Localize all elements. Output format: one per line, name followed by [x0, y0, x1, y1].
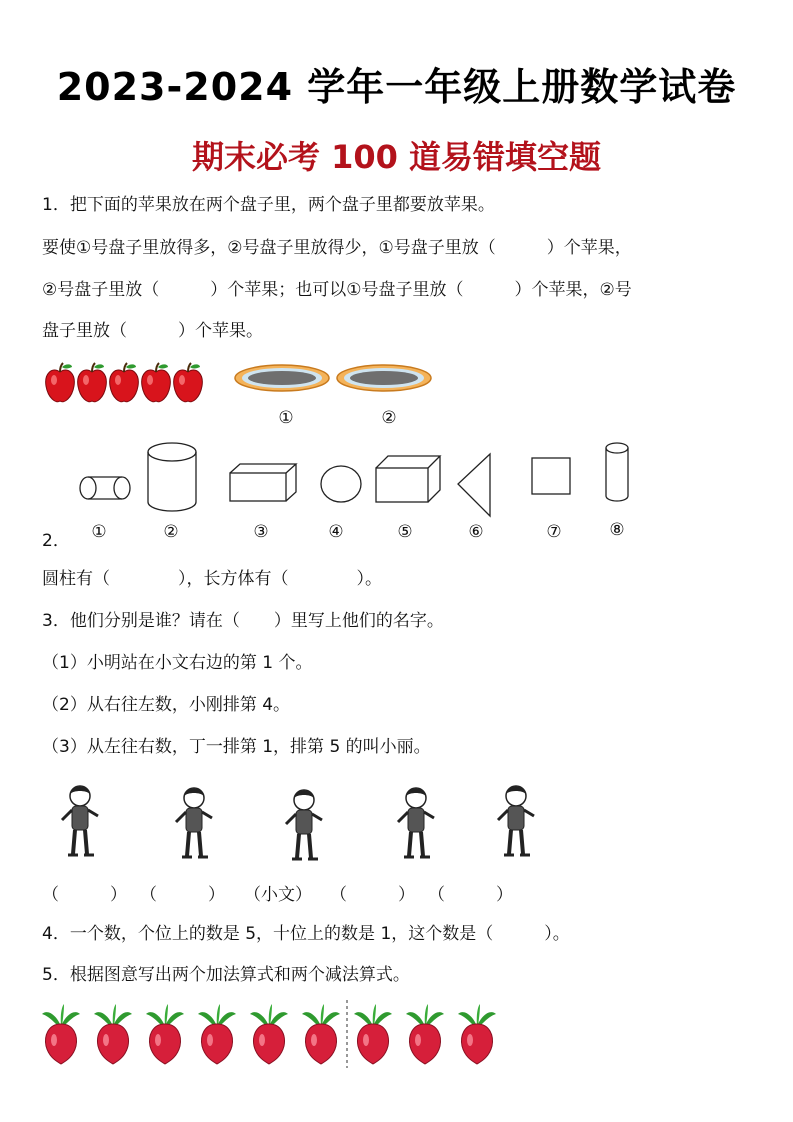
answer-blank-5[interactable]: （ ）: [428, 885, 513, 905]
shape-label-8: ⑧: [609, 520, 625, 540]
shapes-group: [70, 440, 650, 550]
radish-icon: [146, 1004, 184, 1064]
q3-clue2: （2）从右往左数，小刚排第 4。: [42, 695, 291, 715]
shape-circle: [321, 466, 361, 502]
answer-blank-2[interactable]: （ ）: [140, 885, 225, 905]
plate-2: [337, 365, 431, 391]
q5-text: 5．根据图意写出两个加法算式和两个减法算式。: [42, 965, 410, 985]
radish-icon: [354, 1004, 392, 1064]
apple-icon: [46, 363, 75, 402]
child-figure-1: [62, 786, 98, 855]
shape-label-7: ⑦: [546, 522, 562, 542]
q2-number: 2．: [42, 531, 70, 551]
q2-question: 圆柱有（ ），长方体有（ ）。: [42, 569, 382, 589]
apple-icon: [110, 363, 139, 402]
apple-icon: [78, 363, 107, 402]
q3-clue1: （1）小明站在小文右边的第 1 个。: [42, 653, 313, 673]
plate-label-1: ①: [278, 408, 294, 428]
shape-square: [532, 458, 570, 494]
q1-line3: ②号盘子里放（ ）个苹果；也可以①号盘子里放（ ）个苹果，②号: [42, 280, 632, 300]
answer-label-xiaowen: （小文）: [244, 885, 312, 905]
radishes-group: [40, 1000, 510, 1068]
plates-group: [232, 362, 442, 432]
shape-label-3: ③: [253, 522, 269, 542]
child-figure-3: [286, 790, 322, 859]
apple-icon: [174, 363, 203, 402]
child-figure-5: [498, 786, 534, 855]
shape-cylinder: [148, 443, 196, 511]
shape-label-1: ①: [91, 522, 107, 542]
answer-blank-4[interactable]: （ ）: [330, 885, 415, 905]
shape-cuboid: [230, 464, 296, 501]
q1-line1: 1．把下面的苹果放在两个盘子里，两个盘子里都要放苹果。: [42, 195, 495, 215]
q3-clue3: （3）从左往右数，丁一排第 1，排第 5 的叫小丽。: [42, 737, 431, 757]
radish-icon: [198, 1004, 236, 1064]
q4-text: 4．一个数，个位上的数是 5，十位上的数是 1，这个数是（ ）。: [42, 924, 570, 944]
shape-label-2: ②: [163, 522, 179, 542]
plate-label-2: ②: [381, 408, 397, 428]
apple-icon: [142, 363, 171, 402]
q3-intro: 3．他们分别是谁？请在（ ）里写上他们的名字。: [42, 611, 444, 631]
plate-1: [235, 365, 329, 391]
shape-label-6: ⑥: [468, 522, 484, 542]
q1-line4: 盘子里放（ ）个苹果。: [42, 321, 263, 341]
shape-triangle: [458, 454, 490, 516]
q1-line2: 要使①号盘子里放得多，②号盘子里放得少，①号盘子里放（ ）个苹果，: [42, 238, 632, 258]
page-subtitle: 期末必考 100 道易错填空题: [191, 138, 602, 176]
shape-horizontal-cylinder: [80, 477, 130, 499]
shape-thin-cylinder: [606, 443, 628, 501]
shape-label-5: ⑤: [397, 522, 413, 542]
apples-group: [44, 360, 214, 404]
radish-icon: [302, 1004, 340, 1064]
shape-label-4: ④: [328, 522, 344, 542]
radish-icon: [250, 1004, 288, 1064]
page-title: 2023-2024 学年一年级上册数学试卷: [56, 65, 737, 109]
radish-icon: [94, 1004, 132, 1064]
child-figure-2: [176, 788, 212, 857]
children-group: [50, 782, 560, 862]
radish-icon: [42, 1004, 80, 1064]
shape-cuboid-2: [376, 456, 440, 502]
radish-icon: [406, 1004, 444, 1064]
radish-icon: [458, 1004, 496, 1064]
child-figure-4: [398, 788, 434, 857]
answer-blank-1[interactable]: （ ）: [42, 885, 127, 905]
